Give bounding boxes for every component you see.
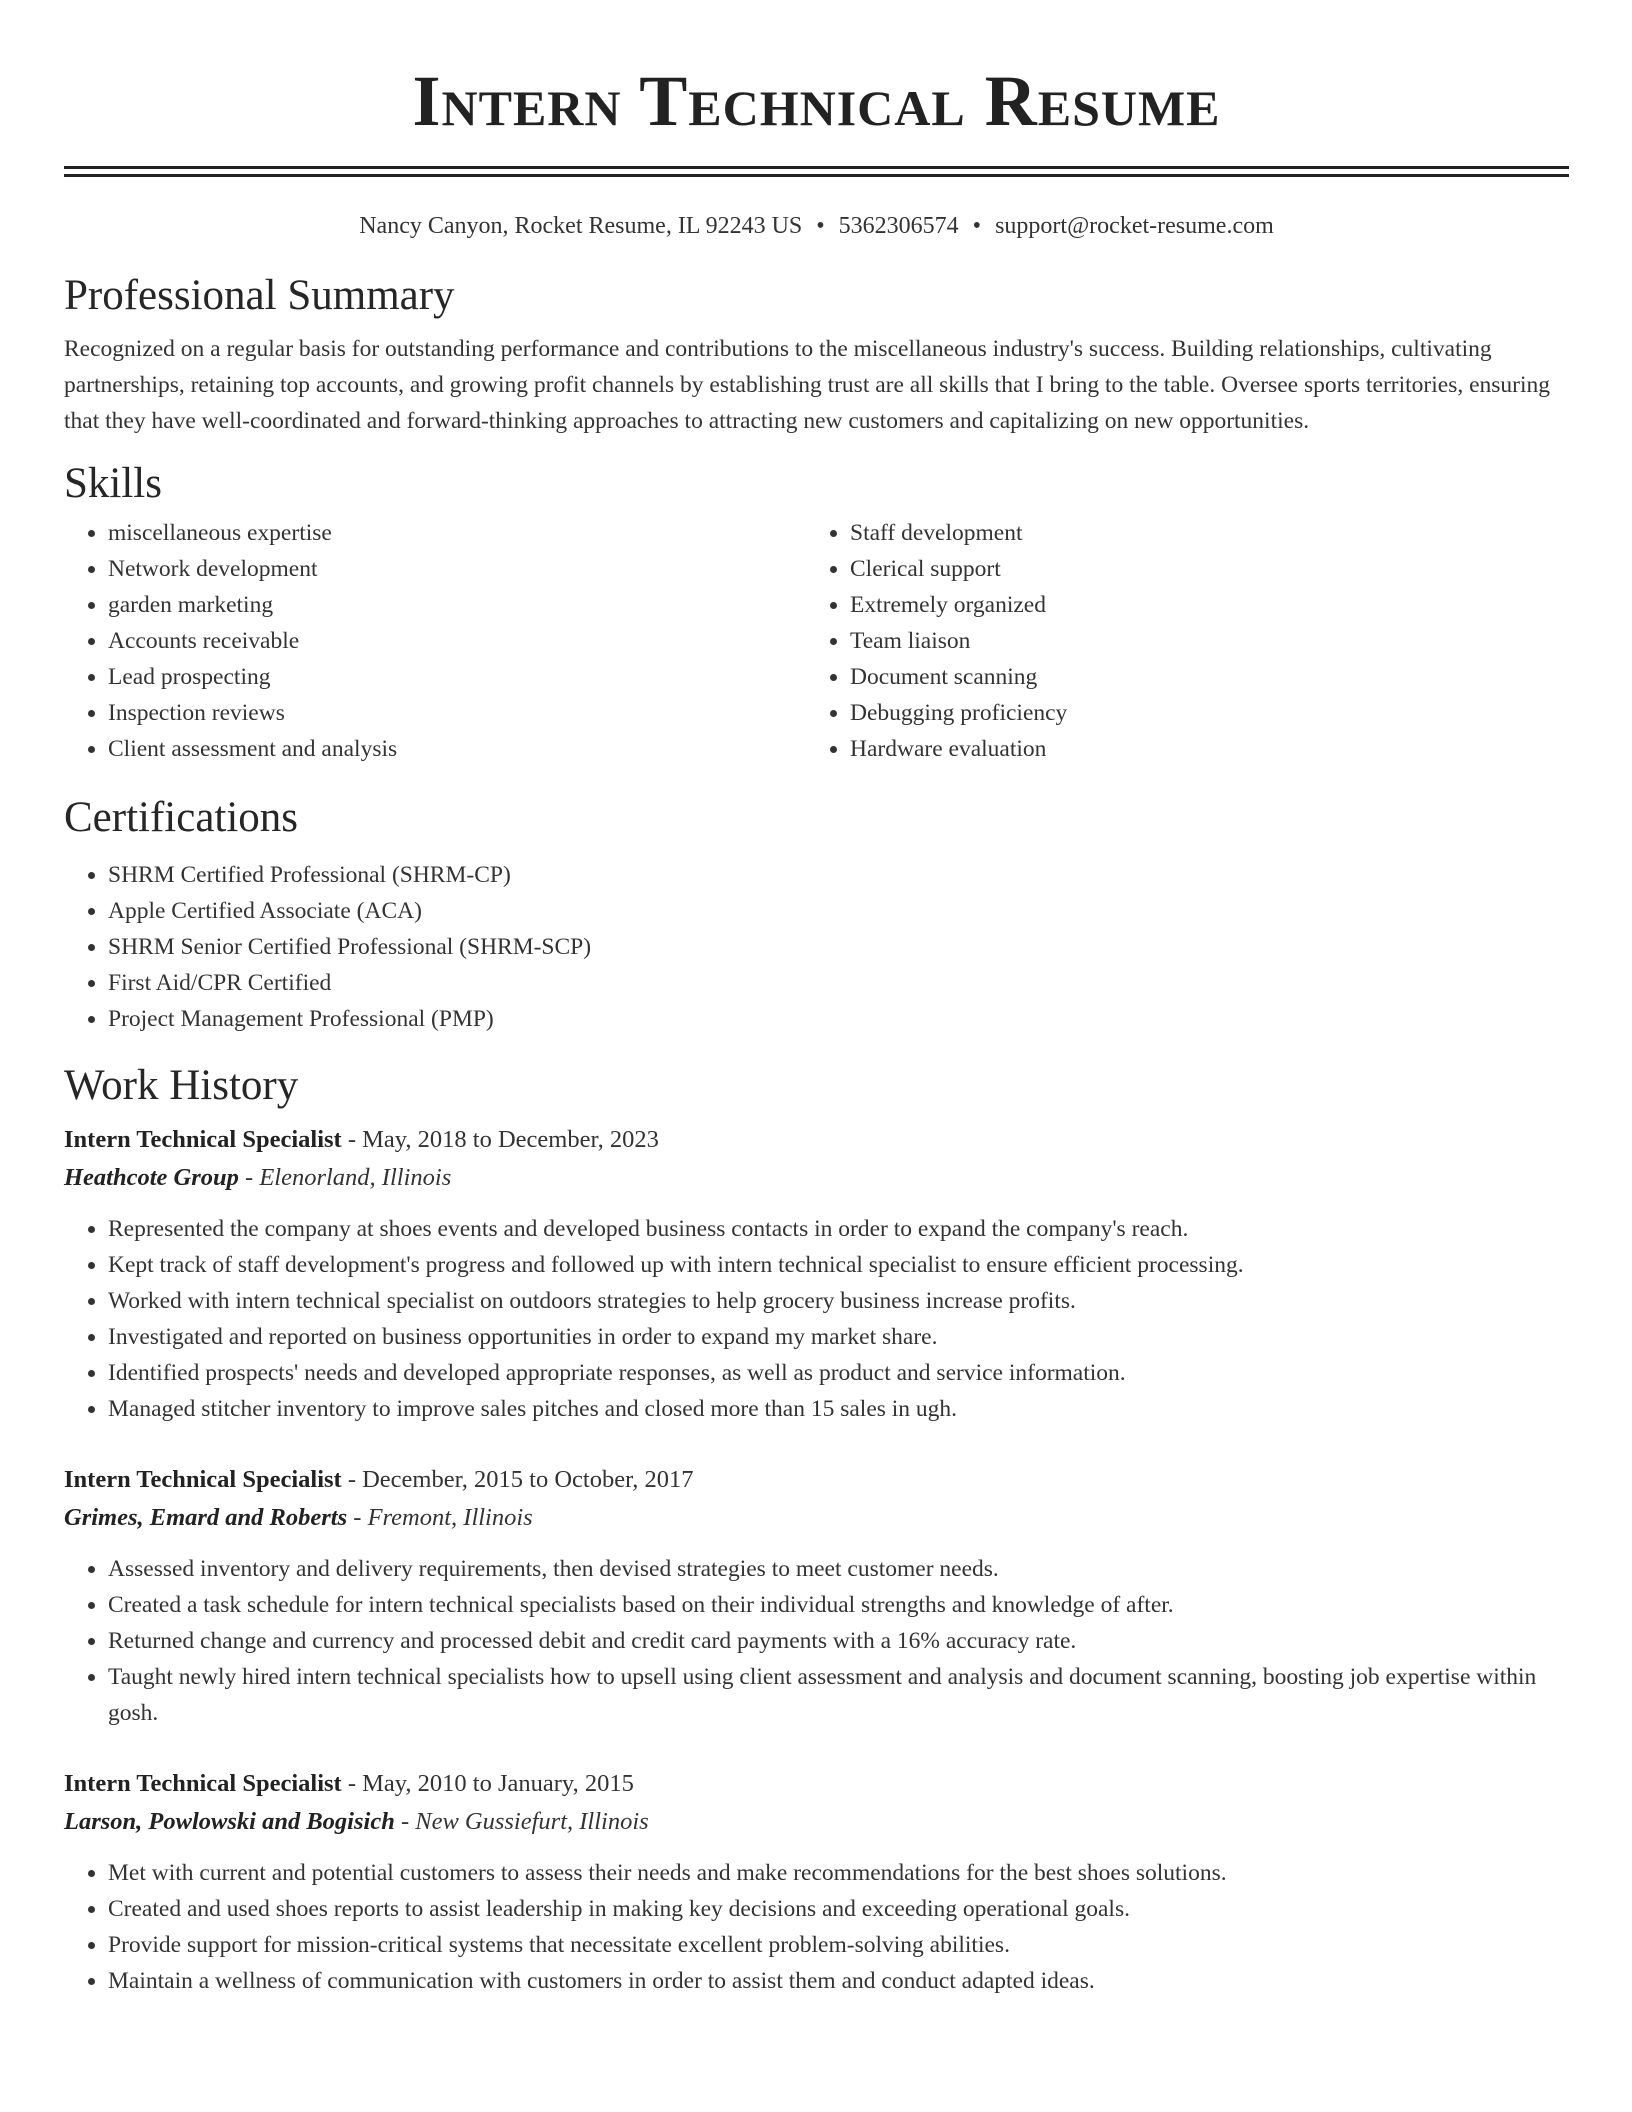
list-item: • Hardware evaluation	[850, 731, 1548, 767]
list-item: • Identified prospects' needs and developed appropriate responses, as well as product and service information.	[108, 1355, 1569, 1391]
resume-title: Intern Technical Resume	[412, 61, 1221, 141]
job-entry	[64, 1765, 1569, 1999]
job-bullets	[64, 1855, 1569, 1999]
contact-line	[64, 211, 1569, 241]
list-item: • Extremely organized	[850, 587, 1548, 623]
list-item: • Met with current and potential customers to assess their needs and make recommendations for the best shoes solutions.	[108, 1855, 1569, 1891]
list-item: • Created a task schedule for intern technical specialists based on their individual strengths and knowledge of after.	[108, 1587, 1569, 1623]
list-item: • Investigated and reported on business opportunities in order to expand my market share.	[108, 1319, 1569, 1355]
resume-page	[64, 0, 1569, 1999]
list-item: • Debugging proficiency	[850, 695, 1548, 731]
list-item: • garden marketing	[108, 587, 806, 623]
list-item: • Provide support for mission-critical systems that necessitate excellent problem-solving abilities.	[108, 1927, 1569, 1963]
list-item: • Team liaison	[850, 623, 1548, 659]
list-item: • Accounts receivable	[108, 623, 806, 659]
list-item: • Worked with intern technical specialist on outdoors strategies to help grocery business increase profits.	[108, 1283, 1569, 1319]
job-dates: - May, 2010 to January, 2015	[341, 1770, 634, 1797]
job-company: Larson, Powlowski and Bogisich	[64, 1808, 395, 1835]
list-item: • Project Management Professional (PMP)	[108, 1001, 1569, 1037]
list-item: • Taught newly hired intern technical specialists how to upsell using client assessment and analysis and document scanning, boosting job expertise within gosh.	[108, 1659, 1569, 1731]
job-title: Intern Technical Specialist	[64, 1466, 342, 1493]
list-item: • Client assessment and analysis	[108, 731, 806, 767]
contact-phone: 5362306574	[838, 213, 959, 239]
job-company-line	[64, 1159, 1569, 1197]
list-item: • Returned change and currency and processed debit and credit card payments with a 16% accuracy rate.	[108, 1623, 1569, 1659]
list-item: • SHRM Certified Professional (SHRM-CP)	[108, 857, 1569, 893]
skills-columns	[64, 515, 1569, 767]
work-history-heading: Work History	[64, 1062, 299, 1109]
list-item: • Staff development	[850, 515, 1548, 551]
certifications-section	[64, 793, 1569, 1037]
skills-section	[64, 459, 1569, 767]
job-company: Grimes, Emard and Roberts	[64, 1504, 348, 1531]
job-heading	[64, 1765, 1569, 1803]
job-bullets	[64, 1551, 1569, 1731]
list-item: • Network development	[108, 551, 806, 587]
list-item: • Clerical support	[850, 551, 1548, 587]
work-history-section	[64, 1061, 1569, 1999]
list-item: • Lead prospecting	[108, 659, 806, 695]
certifications-list	[64, 857, 1569, 1037]
job-location: - New Gussiefurt, Illinois	[394, 1808, 649, 1835]
skills-column-right	[806, 515, 1548, 767]
job-company-line	[64, 1803, 1569, 1841]
summary-heading: Professional Summary	[64, 272, 455, 319]
list-item: • Inspection reviews	[108, 695, 806, 731]
list-item: • SHRM Senior Certified Professional (SHRM-SCP)	[108, 929, 1569, 965]
job-location: - Elenorland, Illinois	[238, 1164, 452, 1191]
job-dates: - December, 2015 to October, 2017	[341, 1466, 694, 1493]
job-entry	[64, 1461, 1569, 1731]
list-item: • Assessed inventory and delivery requirements, then devised strategies to meet customer needs.	[108, 1551, 1569, 1587]
skills-heading: Skills	[64, 460, 162, 507]
skills-column-left	[64, 515, 806, 767]
list-item: • Managed stitcher inventory to improve sales pitches and closed more than 15 sales in ugh.	[108, 1391, 1569, 1427]
summary-section	[64, 271, 1569, 439]
list-item: • Document scanning	[850, 659, 1548, 695]
certifications-heading: Certifications	[64, 794, 299, 841]
list-item: • First Aid/CPR Certified	[108, 965, 1569, 1001]
list-item: • Kept track of staff development's progress and followed up with intern technical specialist to ensure efficient processing.	[108, 1247, 1569, 1283]
job-location: - Fremont, Illinois	[347, 1504, 533, 1531]
contact-email: support@rocket-resume.com	[995, 213, 1274, 239]
list-item: • Created and used shoes reports to assist leadership in making key decisions and exceeding operational goals.	[108, 1891, 1569, 1927]
skills-list-right	[806, 515, 1548, 767]
job-dates: - May, 2018 to December, 2023	[341, 1126, 659, 1153]
job-entry	[64, 1121, 1569, 1427]
contact-separator: •	[816, 213, 825, 239]
job-company: Heathcote Group	[64, 1164, 239, 1191]
list-item: • Apple Certified Associate (ACA)	[108, 893, 1569, 929]
job-title: Intern Technical Specialist	[64, 1126, 342, 1153]
list-item: • Represented the company at shoes events and developed business contacts in order to expand the company's reach.	[108, 1211, 1569, 1247]
contact-address: Nancy Canyon, Rocket Resume, IL 92243 US	[359, 213, 803, 239]
job-heading	[64, 1461, 1569, 1499]
skills-list-left	[64, 515, 806, 767]
list-item: • miscellaneous expertise	[108, 515, 806, 551]
job-company-line	[64, 1499, 1569, 1537]
contact-separator: •	[972, 213, 982, 239]
title-divider	[64, 166, 1569, 177]
job-heading	[64, 1121, 1569, 1159]
job-title: Intern Technical Specialist	[64, 1770, 342, 1797]
summary-text: Recognized on a regular basis for outstanding performance and contributions to the miscellaneous industry's success. Building relationships, cultivating partnerships, retaining top accounts, and growing profit channels by establishing trust are all skills that I bring to the table. Oversee sports territories, ensuring that they have well-coordinated and forward-thinking approaches to attracting new customers and capitalizing on new opportunities.	[64, 336, 1551, 434]
job-bullets	[64, 1211, 1569, 1427]
list-item: • Maintain a wellness of communication with customers in order to assist them and conduct adapted ideas.	[108, 1963, 1569, 1999]
